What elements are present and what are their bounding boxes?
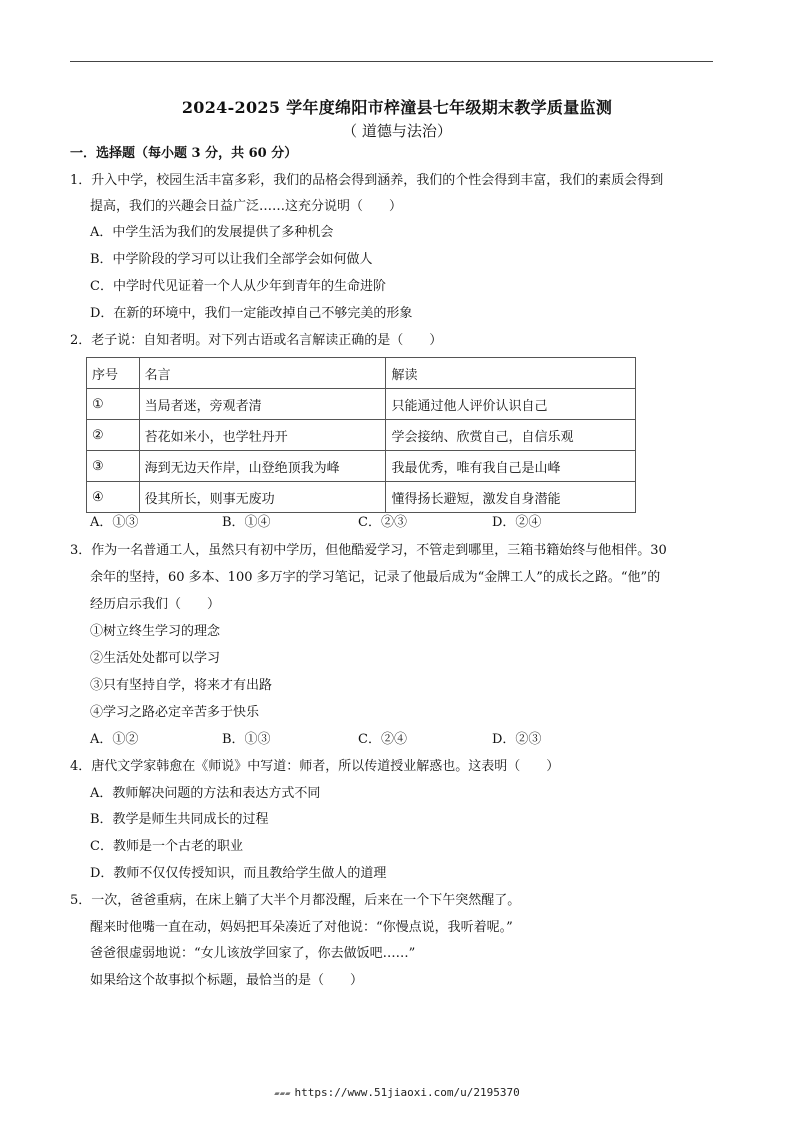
- q5-line4: 如果给这个故事拟个标题，最恰当的是（ ）: [90, 973, 364, 988]
- q3-answer-a: A．①②: [90, 732, 139, 747]
- q3-statement-4: ④学习之路必定辛苦多于快乐: [90, 705, 260, 720]
- q4-option-a: A．教师解决问题的方法和表达方式不同: [90, 786, 321, 801]
- footer-logo-icon: ▰▰▰: [274, 1089, 291, 1099]
- q5-line2: 醒来时他嘴一直在动，妈妈把耳朵凑近了对他说：“你慢点说，我听着呢。”: [90, 920, 513, 935]
- q1-stem-line2: 提高，我们的兴趣会日益广泛……这充分说明（ ）: [90, 199, 403, 214]
- header-rule: [70, 61, 713, 62]
- q3-stem-line3: 经历启示我们（ ）: [90, 597, 221, 612]
- footer: [0, 1086, 794, 1099]
- q3-statement-3: ③只有坚持自学，将来才有出路: [90, 678, 273, 693]
- q2-answer-d: D．②④: [492, 515, 542, 530]
- q2-answer-b: B．①④: [222, 515, 271, 530]
- q4-option-c: C．教师是一个古老的职业: [90, 839, 243, 854]
- table-row: [87, 420, 636, 451]
- q1-stem-line1: 1．升入中学，校园生活丰富多彩，我们的品格会得到涵养，我们的个性会得到丰富，我们的素质会得到: [70, 173, 664, 188]
- q4-stem: 4．唐代文学家韩愈在《师说》中写道：师者，所以传道授业解惑也。这表明（ ）: [70, 759, 560, 774]
- q3-stem-line1: 3．作为一名普通工人，虽然只有初中学历，但他酷爱学习，不管走到哪里，三箱书籍始终与他相伴。30: [70, 543, 667, 558]
- q3-statement-1: ①树立终生学习的理念: [90, 624, 221, 639]
- q3-answer-d: D．②③: [492, 732, 542, 747]
- q4-option-b: B．教学是师生共同成长的过程: [90, 812, 269, 827]
- table-header-cell: 解读: [386, 358, 636, 389]
- table-header-cell: 序号: [87, 358, 140, 389]
- table-cell: 苔花如米小，也学牡丹开: [139, 420, 386, 451]
- page-title: 2024-2025 学年度绵阳市梓潼县七年级期末教学质量监测: [181, 98, 613, 117]
- q1-option-d: D．在新的环境中，我们一定能改掉自己不够完美的形象: [90, 306, 413, 321]
- q3-answer-c: C．②④: [358, 732, 407, 747]
- table-cell: 役其所长，则事无废功: [139, 482, 386, 513]
- section-heading: 一．选择题（每小题 3 分，共 60 分）: [70, 146, 298, 161]
- table-row: [87, 389, 636, 420]
- page-subtitle: （ 道德与法治）: [342, 122, 452, 140]
- table-row: [87, 451, 636, 482]
- quote-table: [86, 357, 636, 513]
- table-cell: 懂得扬长避短，激发自身潜能: [386, 482, 636, 513]
- q3-answer-b: B．①③: [222, 732, 271, 747]
- q5-line1: 5．一次，爸爸重病，在床上躺了大半个月都没醒，后来在一个下午突然醒了。: [70, 893, 521, 908]
- table-cell: ①: [87, 389, 140, 420]
- footer-url-link[interactable]: https://www.51jiaoxi.com/u/2195370: [294, 1086, 520, 1099]
- q1-option-b: B．中学阶段的学习可以让我们全部学会如何做人: [90, 252, 373, 267]
- q1-option-c: C．中学时代见证着一个人从少年到青年的生命进阶: [90, 279, 386, 294]
- table-cell: 只能通过他人评价认识自己: [386, 389, 636, 420]
- table-cell: 我最优秀，唯有我自己是山峰: [386, 451, 636, 482]
- q2-answer-c: C．②③: [358, 515, 407, 530]
- table-cell: 海到无边天作岸，山登绝顶我为峰: [139, 451, 386, 482]
- table-cell: ③: [87, 451, 140, 482]
- q1-option-a: A．中学生活为我们的发展提供了多种机会: [90, 225, 334, 240]
- q2-answer-a: A．①③: [90, 515, 139, 530]
- table-cell: 学会接纳、欣赏自己，自信乐观: [386, 420, 636, 451]
- q2-stem: 2．老子说：自知者明。对下列古语或名言解读正确的是（ ）: [70, 333, 443, 348]
- table-cell: ④: [87, 482, 140, 513]
- table-cell: ②: [87, 420, 140, 451]
- table-header-row: [87, 358, 636, 389]
- table-row: [87, 482, 636, 513]
- table-header-cell: 名言: [139, 358, 386, 389]
- q3-statement-2: ②生活处处都可以学习: [90, 651, 221, 666]
- table-cell: 当局者迷，旁观者清: [139, 389, 386, 420]
- q5-line3: 爸爸很虚弱地说：“女儿该放学回家了，你去做饭吧……”: [90, 946, 416, 961]
- q3-stem-line2: 余年的坚持，60 多本、100 多万字的学习笔记，记录了他最后成为“金牌工人”的成长之路。“他”的: [90, 570, 661, 585]
- q4-option-d: D．教师不仅仅传授知识，而且教给学生做人的道理: [90, 866, 387, 881]
